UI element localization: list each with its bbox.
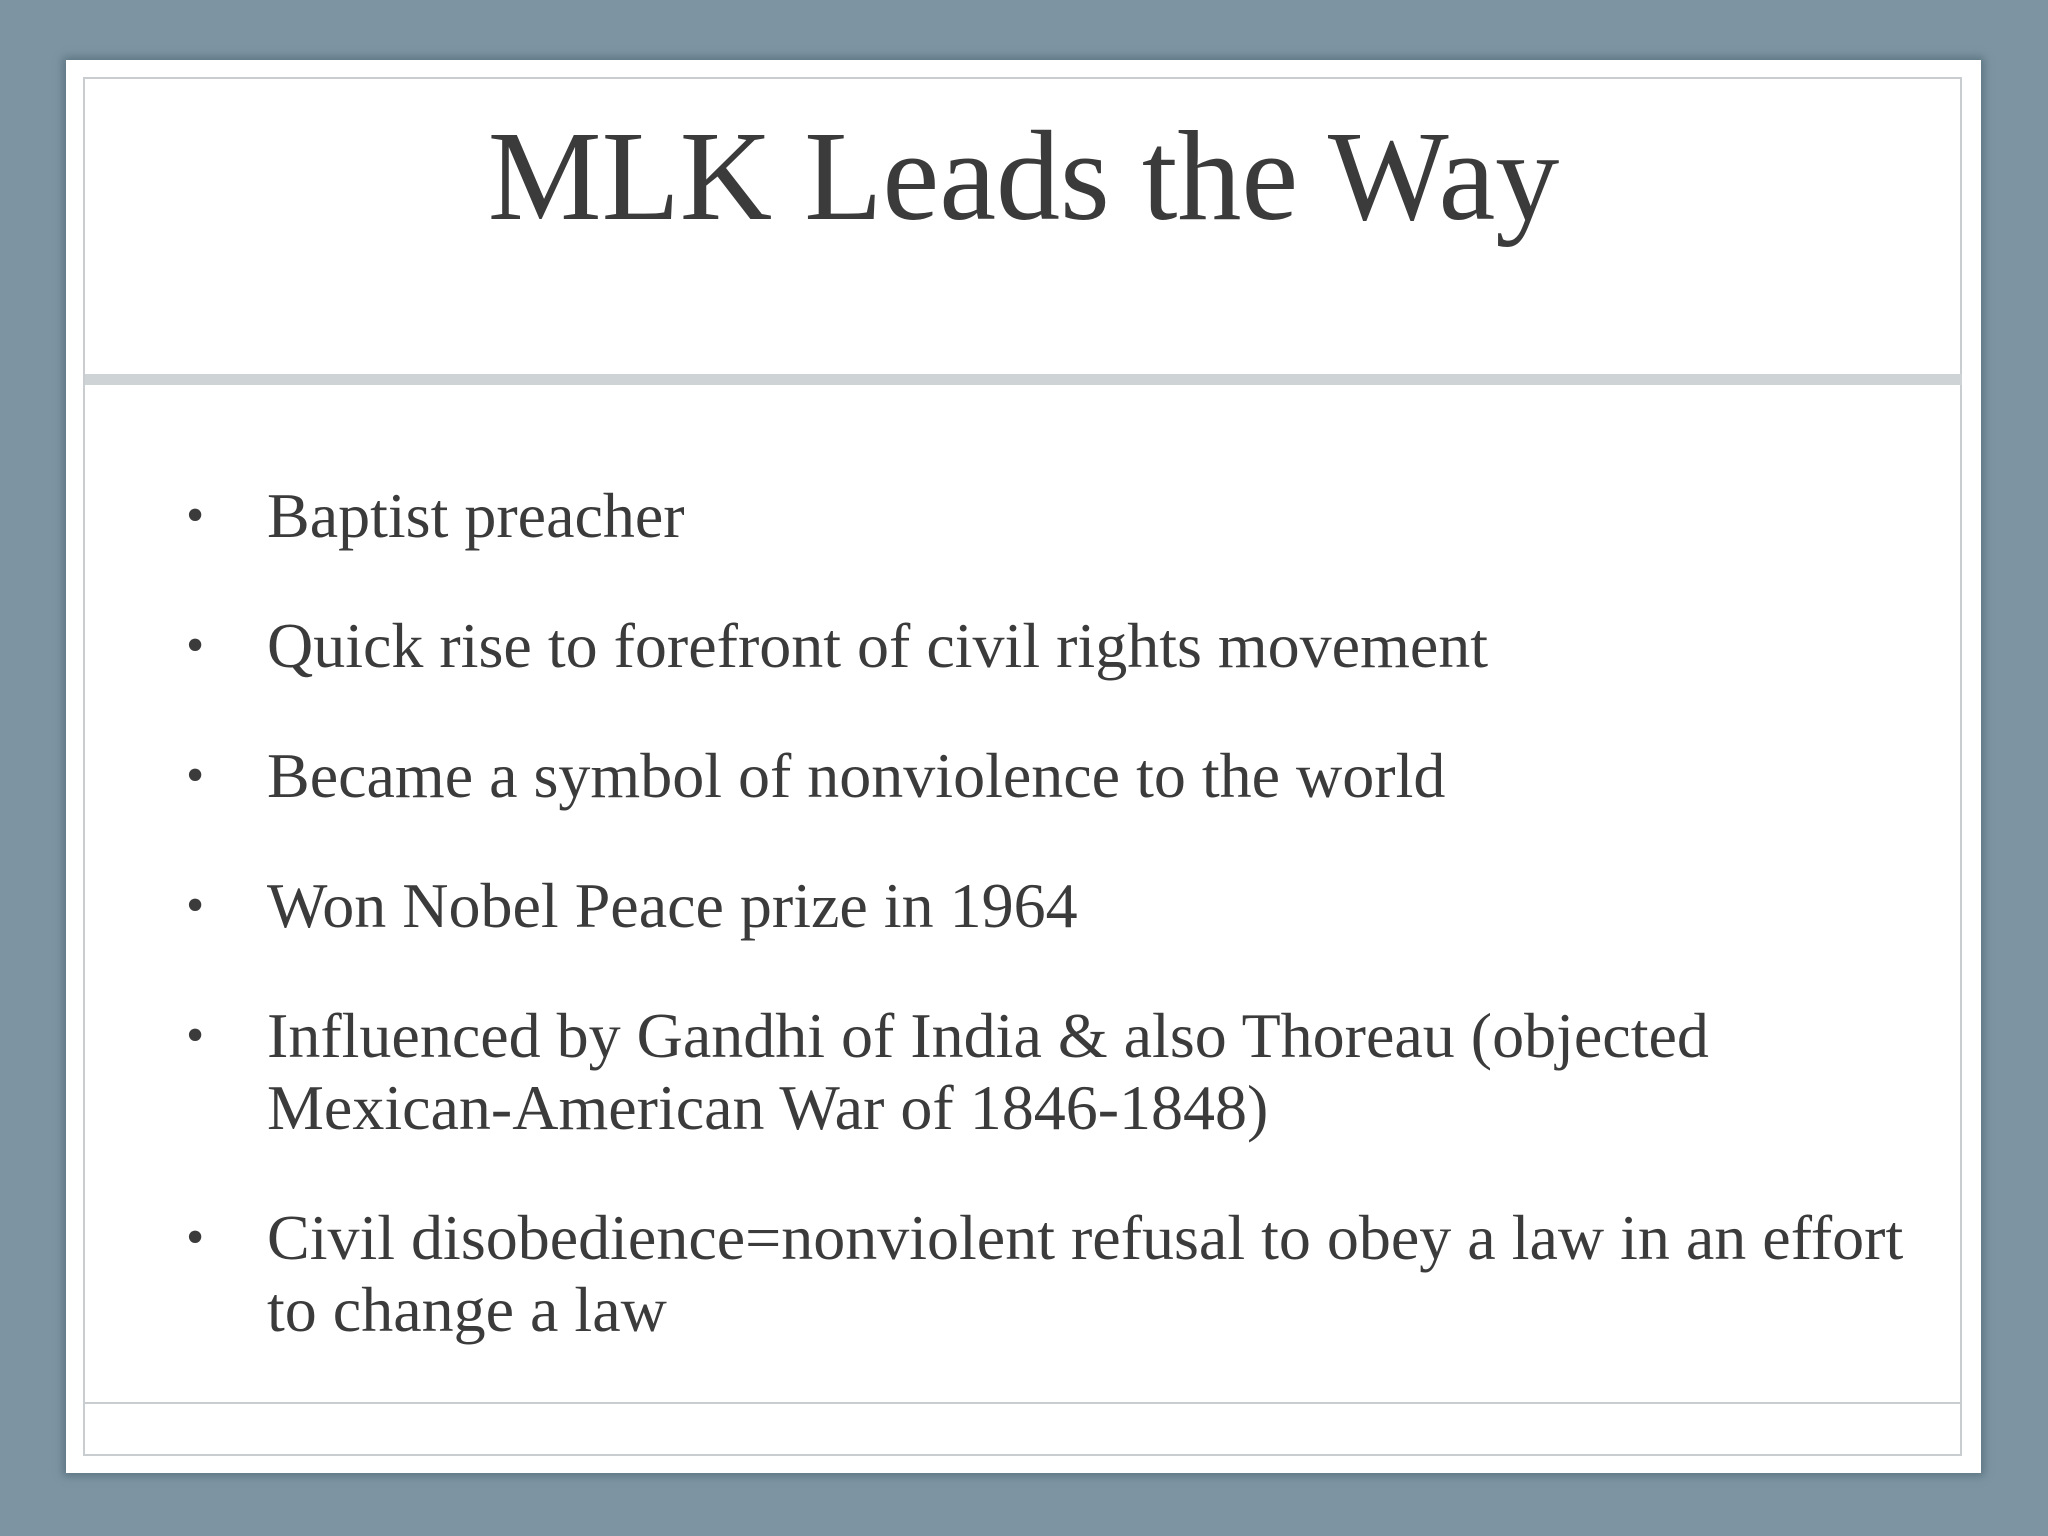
bullet-text: Won Nobel Peace prize in 1964 xyxy=(267,870,1078,941)
bullet-icon: • xyxy=(186,487,205,544)
bullet-icon: • xyxy=(186,1007,205,1064)
footer-divider xyxy=(85,1402,1962,1404)
bullet-item xyxy=(120,610,1930,682)
bullet-item xyxy=(120,740,1930,812)
bullet-list xyxy=(120,480,1930,1404)
slide-title: MLK Leads the Way xyxy=(487,105,1560,247)
slide xyxy=(66,60,1981,1473)
bullet-text: Became a symbol of nonviolence to the world xyxy=(267,740,1446,811)
bullet-text: Baptist preacher xyxy=(267,480,685,551)
bullet-item xyxy=(120,480,1930,552)
bullet-icon: • xyxy=(186,1209,205,1266)
bullet-item xyxy=(120,1202,1930,1346)
title-divider xyxy=(85,374,1962,385)
bullet-text: Influenced by Gandhi of India & also Thoreau (objected Mexican-American War of 1846-1848) xyxy=(267,1000,1709,1143)
bullet-icon: • xyxy=(186,877,205,934)
bullet-text: Quick rise to forefront of civil rights movement xyxy=(267,610,1489,681)
bullet-item xyxy=(120,1000,1930,1144)
bullet-icon: • xyxy=(186,617,205,674)
bullet-item xyxy=(120,870,1930,942)
bullet-text: Civil disobedience=nonviolent refusal to obey a law in an effort to change a law xyxy=(267,1202,1904,1345)
bullet-icon: • xyxy=(186,747,205,804)
